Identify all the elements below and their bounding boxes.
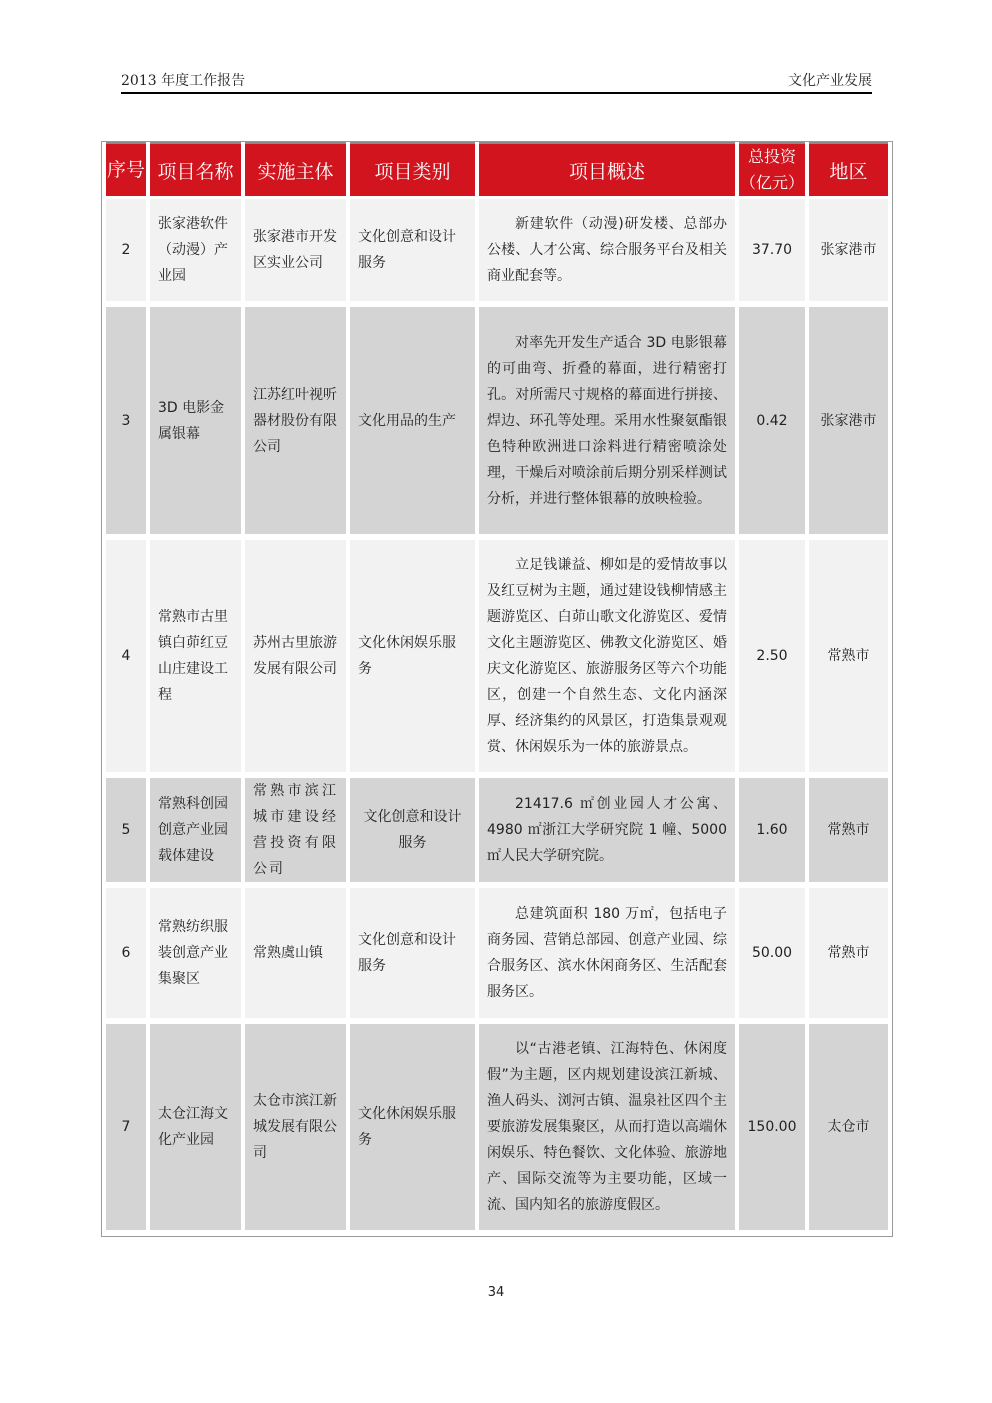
summary-text: 立足钱谦益、柳如是的爱情故事以及红豆树为主题，通过建设钱柳情感主题游览区、白茆山歌文化游览区、爱情文化主题游览区、佛教文化游览区、婚庆文化游览区、旅游服务区等六个功能区，创建一个自然生态、文化内涵深厚、经济集约的风景区，打造集景观观赏、休闲娱乐为一体的旅游景点。	[487, 557, 727, 755]
table-row	[106, 540, 888, 778]
table-header-row	[106, 142, 888, 199]
cell-region: 常熟市	[809, 540, 888, 778]
table-row	[106, 888, 888, 1024]
cell-summary	[479, 199, 735, 307]
table-row	[106, 307, 888, 540]
column-header-investment: 总投资（亿元）	[739, 142, 805, 199]
cell-summary	[479, 778, 735, 888]
column-header-region: 地区	[809, 142, 888, 199]
cell-category: 文化休闲娱乐服务	[350, 1024, 475, 1236]
cell-entity: 张家港市开发区实业公司	[245, 199, 346, 307]
cell-investment: 1.60	[739, 778, 805, 888]
cell-investment: 0.42	[739, 307, 805, 540]
cell-investment: 37.70	[739, 199, 805, 307]
cell-seq: 7	[106, 1024, 146, 1236]
column-header-name: 项目名称	[150, 142, 241, 199]
report-title: 2013 年度工作报告	[121, 73, 246, 89]
cell-seq: 5	[106, 778, 146, 888]
cell-entity: 常熟市滨江城市建设经营投资有限公司	[245, 778, 346, 888]
cell-category: 文化用品的生产	[350, 307, 475, 540]
cell-seq: 4	[106, 540, 146, 778]
column-header-category: 项目类别	[350, 142, 475, 199]
cell-name: 太仓江海文化产业园	[150, 1024, 241, 1236]
cell-entity: 常熟虞山镇	[245, 888, 346, 1024]
column-header-seq: 序号	[106, 142, 146, 199]
cell-name: 3D 电影金属银幕	[150, 307, 241, 540]
cell-summary	[479, 888, 735, 1024]
cell-region: 常熟市	[809, 778, 888, 888]
summary-text: 对率先开发生产适合 3D 电影银幕的可曲弯、折叠的幕面，进行精密打孔。对所需尺寸规格的幕面进行拼接、焊边、环孔等处理。采用水性聚氨酯银色特种欧洲进口涂料进行精密喷涂处理，干燥后对喷涂前后期分别采样测试分析，并进行整体银幕的放映检验。	[487, 334, 727, 507]
cell-seq: 6	[106, 888, 146, 1024]
cell-name: 常熟市古里镇白茆红豆山庄建设工程	[150, 540, 241, 778]
projects-table	[101, 141, 893, 1237]
cell-seq: 2	[106, 199, 146, 307]
cell-investment: 150.00	[739, 1024, 805, 1236]
column-header-summary: 项目概述	[479, 142, 735, 199]
cell-name: 常熟纺织服装创意产业集聚区	[150, 888, 241, 1024]
cell-category: 文化创意和设计服务	[350, 888, 475, 1024]
cell-category: 文化休闲娱乐服务	[350, 540, 475, 778]
table-row	[106, 1024, 888, 1236]
cell-name: 张家港软件（动漫）产业园	[150, 199, 241, 307]
cell-category: 文化创意和设计服务	[350, 778, 475, 888]
summary-text: 总建筑面积 180 万㎡，包括电子商务园、营销总部园、创意产业园、综合服务区、滨水休闲商务区、生活配套服务区。	[487, 906, 727, 1000]
cell-entity: 江苏红叶视听器材股份有限公司	[245, 307, 346, 540]
table-row	[106, 778, 888, 888]
cell-summary	[479, 307, 735, 540]
cell-summary	[479, 540, 735, 778]
cell-region: 张家港市	[809, 199, 888, 307]
summary-text: 新建软件（动漫)研发楼、总部办公楼、人才公寓、综合服务平台及相关商业配套等。	[487, 216, 727, 284]
table-row	[106, 199, 888, 307]
cell-investment: 2.50	[739, 540, 805, 778]
section-title: 文化产业发展	[788, 73, 872, 89]
cell-name: 常熟科创园创意产业园载体建设	[150, 778, 241, 888]
cell-summary	[479, 1024, 735, 1236]
summary-text: 以“古港老镇、江海特色、休闲度假”为主题，区内规划建设滨江新城、渔人码头、浏河古镇、温泉社区四个主要旅游发展集聚区，从而打造以高端休闲娱乐、特色餐饮、文化体验、旅游地产、国际交流等为主要功能，区域一流、国内知名的旅游度假区。	[487, 1041, 727, 1213]
cell-region: 太仓市	[809, 1024, 888, 1236]
cell-region: 张家港市	[809, 307, 888, 540]
page-header	[121, 66, 872, 94]
summary-text: 21417.6 ㎡创业园人才公寓、4980 ㎡浙江大学研究院 1 幢、5000 ㎡人民大学研究院。	[487, 796, 727, 864]
page-number: 34	[487, 1285, 505, 1300]
cell-investment: 50.00	[739, 888, 805, 1024]
cell-entity: 太仓市滨江新城发展有限公司	[245, 1024, 346, 1236]
cell-region: 常熟市	[809, 888, 888, 1024]
cell-entity: 苏州古里旅游发展有限公司	[245, 540, 346, 778]
cell-seq: 3	[106, 307, 146, 540]
column-header-entity: 实施主体	[245, 142, 346, 199]
cell-category: 文化创意和设计服务	[350, 199, 475, 307]
